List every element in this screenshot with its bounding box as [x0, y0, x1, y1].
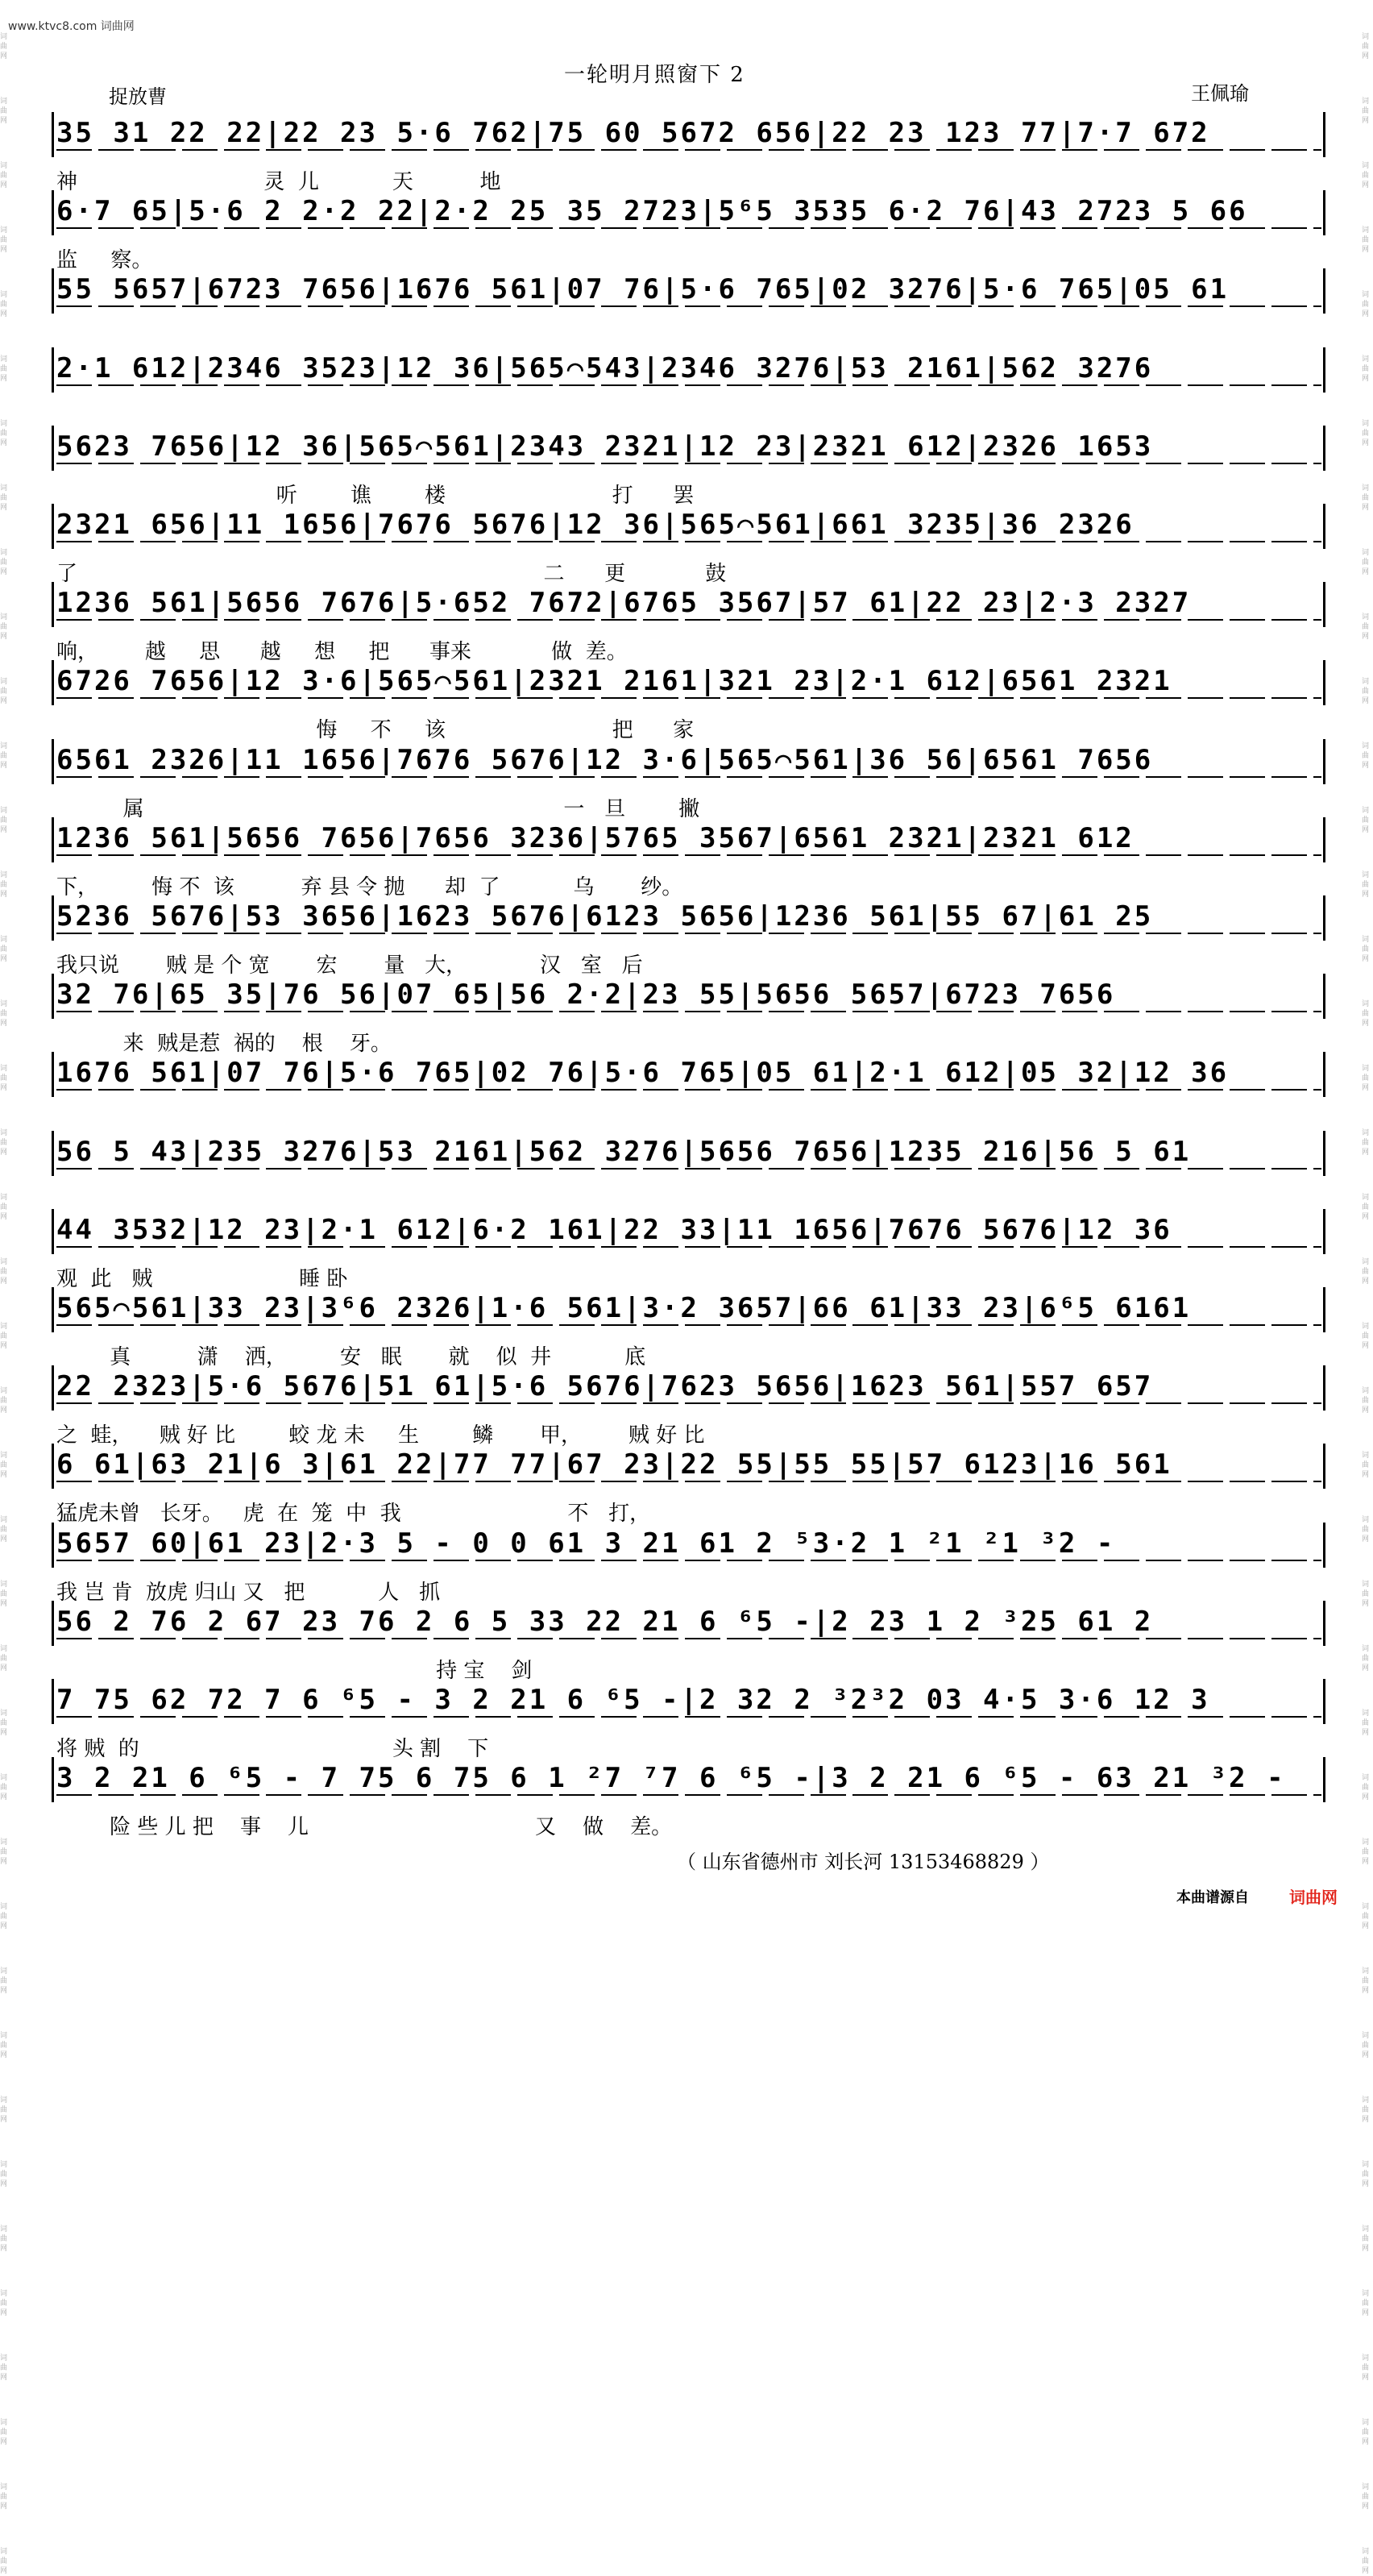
barline: [52, 1052, 54, 1097]
notation-line: 6561 2326|11 1656|7676 5676|12 3·6|565⌒561|36 56|6561 7656: [56, 743, 1154, 776]
lyric-line: 观 此 贼 睡 卧: [56, 1266, 348, 1291]
notation-line: 56 5 43|235 3276|53 2161|562 3276|5656 7656|1235 216|56 5 61: [56, 1135, 1192, 1168]
barline: [1323, 1131, 1325, 1176]
beam-line: [56, 1402, 1321, 1404]
barline: [52, 426, 54, 471]
barline: [52, 347, 54, 393]
footer-brand-logo[interactable]: 词曲网: [1289, 1888, 1338, 1907]
barline: [1323, 1679, 1325, 1724]
barline: [1323, 1287, 1325, 1332]
barline: [1323, 190, 1325, 235]
site-url[interactable]: www.ktvc8.com 词曲网: [8, 20, 135, 33]
barline: [52, 1365, 54, 1411]
notation-line: 565⌒561|33 23|3⁶6 2326|1·6 561|3·2 3657|66 61|33 23|6⁶5 6161: [56, 1292, 1192, 1324]
beam-line: [56, 1716, 1321, 1718]
barline: [52, 1209, 54, 1254]
beam-line: [56, 1481, 1321, 1482]
beam-line: [56, 697, 1321, 699]
notation-line: 5623 7656|12 36|565⌒561|2343 2321|12 23|2321 612|2326 1653: [56, 430, 1154, 463]
notation-line: 6·7 65|5·6 2 2·2 22|2·2 25 35 2723|5⁶5 3535 6·2 76|43 2723 5 66: [56, 195, 1248, 228]
lyric-line: 属 一 旦 撇: [56, 796, 700, 821]
barline: [1323, 347, 1325, 393]
footer-source-label: 本曲谱源自: [1176, 1889, 1249, 1906]
barline: [52, 739, 54, 784]
barline: [52, 1287, 54, 1332]
barline: [1323, 268, 1325, 314]
beam-line: [56, 619, 1321, 621]
notation-line: 5236 5676|53 3656|1623 5676|6123 5656|1236 561|55 67|61 25: [56, 900, 1154, 933]
left-watermark-strip: 词曲网 词曲网 词曲网 词曲网 词曲网 词曲网 词曲网 词曲网 词曲网 词曲网 词曲网 词曲网 词曲网 词曲网 词曲网 词曲网 词曲网 词曲网 词曲网 词曲网 词曲网 词曲网 词曲网 词曲网 词曲网 词曲网 词曲网 词曲网 词曲网 词曲网 词曲网 词曲网 词曲网 词曲网 词曲网 词曲网 词曲网 词曲网 词曲网 词曲网: [0, 33, 8, 2575]
lyric-line: 将 贼 的 头 割 下: [56, 1737, 489, 1761]
barline: [52, 112, 54, 157]
beam-line: [56, 1638, 1321, 1639]
notation-line: 1676 561|07 76|5·6 765|02 76|5·6 765|05 61|2·1 612|05 32|12 36: [56, 1057, 1230, 1090]
notation-line: 5657 60|61 23|2·3 5 - 0 0 61 3 21 61 2 ⁵3·2 1 ²1 ²1 ³2 -: [56, 1527, 1116, 1560]
lyric-line: 下， 悔 不 该 弃 县 令 抛 却 了 乌 纱。: [56, 875, 683, 900]
barline: [1323, 895, 1325, 941]
notation-line: 44 3532|12 23|2·1 612|6·2 161|22 33|11 1656|7676 5676|12 36: [56, 1213, 1172, 1246]
barline: [52, 582, 54, 627]
lyric-line: 猛虎未曾 长牙。 虎 在 笼 中 我 不 打，: [56, 1502, 651, 1527]
notation-line: 56 2 76 2 67 23 76 2 6 5 33 22 21 6 ⁶5 -|2 23 1 2 ³25 61 2: [56, 1605, 1154, 1638]
barline: [52, 1757, 54, 1802]
lyric-line: 持 宝 剑: [56, 1658, 533, 1683]
opera-name: 捉放曹: [109, 85, 167, 108]
lyric-line: 险 些 儿 把 事 儿 又 做 差。: [56, 1815, 673, 1840]
barline: [1323, 1523, 1325, 1568]
beam-line: [56, 1246, 1321, 1248]
notation-line: 2·1 612|2346 3523|12 36|565⌒543|2346 3276|53 2161|562 3276: [56, 351, 1154, 384]
barline: [52, 504, 54, 549]
notation-line: 6726 7656|12 3·6|565⌒561|2321 2161|321 23|2·1 612|6561 2321: [56, 665, 1172, 698]
notation-line: 35 31 22 22|22 23 5·6 762|75 60 5672 656|22 23 123 77|7·7 672: [56, 117, 1210, 149]
beam-line: [56, 776, 1321, 778]
barline: [1323, 1052, 1325, 1097]
barline: [52, 1523, 54, 1568]
notation-line: 7 75 62 72 7 6 ⁶5 - 3 2 21 6 ⁶5 -|2 32 2 ³2³2 03 4·5 3·6 12 3: [56, 1684, 1210, 1716]
barline: [1323, 1365, 1325, 1411]
notation-line: 1236 561|5656 7676|5·652 7672|6765 3567|57 61|22 23|2·3 2327: [56, 587, 1192, 620]
lyric-line: 监 察。: [56, 248, 153, 273]
barline: [52, 268, 54, 314]
performer-name: 王佩瑜: [1191, 82, 1249, 105]
lyric-line: 我只说 贼 是 个 宽 宏 量 大， 汉 室 后: [56, 954, 643, 978]
notation-line: 3 2 21 6 ⁶5 - 7 75 6 75 6 1 ²7 ⁷7 6 ⁶5 -|3 2 21 6 ⁶5 - 63 21 ³2 -: [56, 1762, 1286, 1795]
barline: [52, 1131, 54, 1176]
right-watermark-strip: 词曲网 词曲网 词曲网 词曲网 词曲网 词曲网 词曲网 词曲网 词曲网 词曲网 词曲网 词曲网 词曲网 词曲网 词曲网 词曲网 词曲网 词曲网 词曲网 词曲网 词曲网 词曲网 词曲网 词曲网 词曲网 词曲网 词曲网 词曲网 词曲网 词曲网 词曲网 词曲网 词曲网 词曲网 词曲网 词曲网 词曲网 词曲网 词曲网 词曲网: [1362, 33, 1370, 2575]
beam-line: [56, 1560, 1321, 1561]
barline: [1323, 582, 1325, 627]
beam-line: [56, 227, 1321, 229]
barline: [52, 974, 54, 1019]
lyric-line: 来 贼是惹 祸的 根 牙。: [56, 1032, 392, 1057]
barline: [52, 1601, 54, 1646]
lyric-line: 我 岂 肯 放虎 归山 又 把 人 抓: [56, 1580, 441, 1605]
beam-line: [56, 541, 1321, 542]
beam-line: [56, 854, 1321, 856]
notation-line: 55 5657|6723 7656|1676 561|07 76|5·6 765|02 3276|5·6 765|05 61: [56, 273, 1230, 306]
lyric-line: 真 潇 洒， 安 眠 就 似 井 底: [56, 1345, 646, 1369]
barline: [1323, 1757, 1325, 1802]
source-credit: （ 山东省德州市 刘长河 13153468829 ）: [677, 1851, 1050, 1873]
barline: [1323, 739, 1325, 784]
notation-line: 6 61|63 21|6 3|61 22|77 77|67 23|22 55|55 55|57 6123|16 561: [56, 1448, 1172, 1481]
barline: [52, 1679, 54, 1724]
barline: [52, 895, 54, 941]
barline: [1323, 817, 1325, 862]
barline: [1323, 504, 1325, 549]
barline: [1323, 112, 1325, 157]
barline: [1323, 1444, 1325, 1489]
barline: [52, 190, 54, 235]
barline: [52, 817, 54, 862]
beam-line: [56, 933, 1321, 934]
notation-line: 22 2323|5·6 5676|51 61|5·6 5676|7623 5656|1623 561|557 657: [56, 1370, 1154, 1403]
notation-line: 2321 656|11 1656|7676 5676|12 36|565⌒561|661 3235|36 2326: [56, 509, 1134, 541]
barline: [52, 660, 54, 705]
lyric-line: 响， 越 思 越 想 把 事来 做 差。: [56, 640, 628, 665]
notation-line: 1236 561|5656 7656|7656 3236|5765 3567|6561 2321|2321 612: [56, 821, 1134, 854]
beam-line: [56, 1089, 1321, 1091]
barline: [1323, 1209, 1325, 1254]
lyric-line: 之 蛙， 贼 好 比 蛟 龙 未 生 鳞 甲， 贼 好 比: [56, 1423, 705, 1448]
beam-line: [56, 305, 1321, 307]
lyric-line: 神 灵 儿 天 地: [56, 170, 501, 194]
lyric-line: 听 谯 楼 打 罢: [56, 483, 695, 508]
lyric-line: 了 二 更 鼓: [56, 562, 727, 586]
beam-line: [56, 463, 1321, 464]
barline: [52, 1444, 54, 1489]
beam-line: [56, 1168, 1321, 1170]
beam-line: [56, 1794, 1321, 1796]
beam-line: [56, 149, 1321, 151]
beam-line: [56, 1324, 1321, 1326]
beam-line: [56, 1011, 1321, 1012]
barline: [1323, 1601, 1325, 1646]
score-title: 一轮明月照窗下 2: [564, 63, 745, 87]
beam-line: [56, 384, 1321, 386]
barline: [1323, 974, 1325, 1019]
lyric-line: 悔 不 该 把 家: [56, 718, 695, 743]
barline: [1323, 660, 1325, 705]
barline: [1323, 426, 1325, 471]
notation-line: 32 76|65 35|76 56|07 65|56 2·2|23 55|5656 5657|6723 7656: [56, 978, 1116, 1012]
